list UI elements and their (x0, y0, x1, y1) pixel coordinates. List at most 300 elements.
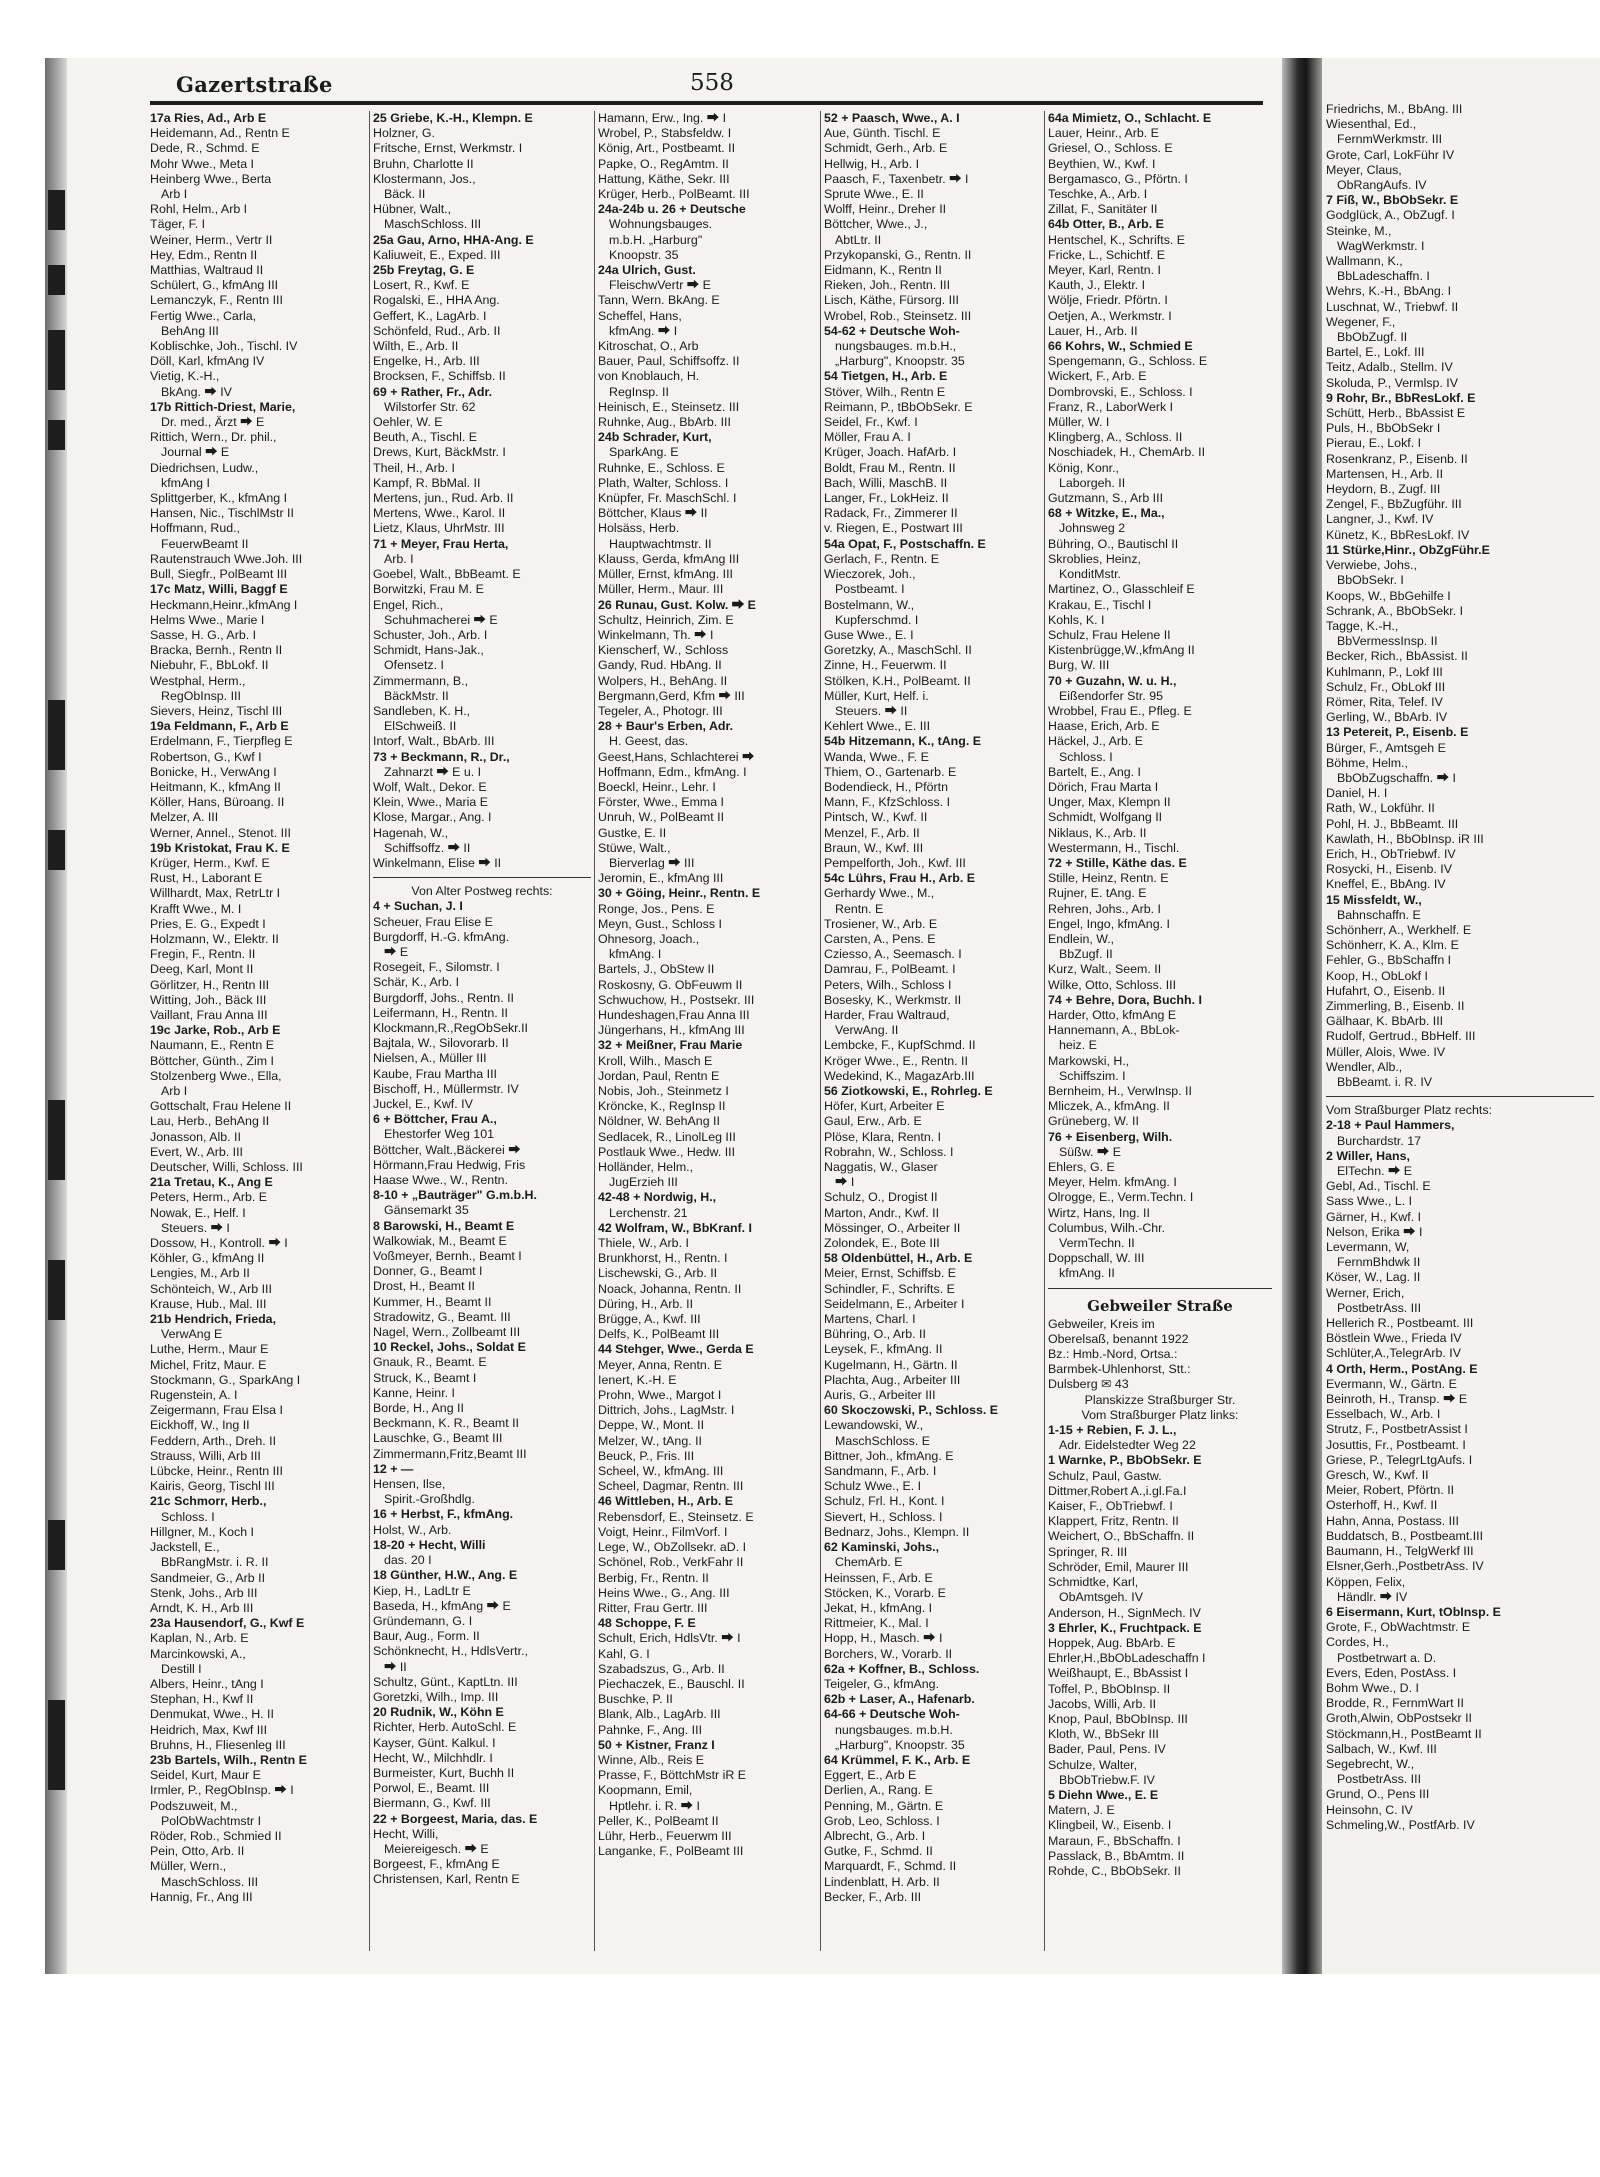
directory-entry: Knüpfer, Fr. MaschSchl. I (598, 491, 737, 506)
directory-entry: Krause, Hub., Mal. III (150, 1296, 267, 1311)
directory-entry: Winkelmann, Elise ⮕ II (373, 855, 502, 870)
directory-entry: Müller, Alois, Wwe. IV (1326, 1044, 1446, 1059)
directory-entry-continuation: kfmAng. II (1059, 1266, 1115, 1281)
directory-entry: Mössinger, O., Arbeiter II (824, 1220, 961, 1235)
directory-entry: Klingbeil, W., Eisenb. I (1048, 1818, 1172, 1833)
directory-entry: Gottschalt, Frau Helene II (150, 1099, 292, 1114)
directory-entry: Häckel, J., Arb. E (1048, 734, 1144, 749)
section-note: Planskizze Straßburger Str. (1084, 1392, 1236, 1407)
directory-entry: Schlüter,A.,TelegrArb. IV (1326, 1346, 1461, 1361)
directory-entry: Delfs, K., PolBeamt III (598, 1327, 720, 1342)
directory-entry: Geffert, K., LagArb. I (373, 308, 487, 323)
directory-entry: Langanke, F., PolBeamt III (598, 1844, 744, 1859)
house-number-entry: 54c Lührs, Frau H., Arb. E (824, 871, 976, 886)
house-number-entry: 18-20 + Hecht, Willi (373, 1537, 486, 1552)
directory-entry-continuation: Wilstorfer Str. 62 (384, 399, 476, 414)
directory-entry: Prasse, F., BöttchMstr iR E (598, 1768, 747, 1783)
directory-entry: Bartels, J., ObStew II (598, 962, 715, 977)
directory-entry: Schulz, Paul, Gastw. (1048, 1468, 1162, 1483)
directory-entry: Hufahrt, O., Eisenb. II (1326, 983, 1446, 998)
directory-entry: Evert, W., Arb. III (150, 1144, 243, 1159)
directory-entry-continuation: VerwAng. II (835, 1023, 899, 1038)
directory-entry: Losert, R., Kwf. E (373, 278, 470, 293)
directory-entry: Kummer, H., Beamt II (373, 1294, 492, 1309)
directory-entry-continuation: Süßw. ⮕ E (1059, 1144, 1121, 1159)
directory-entry: Wirtz, Hans, Ing. II (1048, 1205, 1150, 1220)
house-number-entry: 25b Freytag, G. E (373, 263, 475, 278)
directory-entry: Ritter, Frau Gertr. III (598, 1600, 708, 1615)
directory-entry: Steinke, M., (1326, 223, 1392, 238)
directory-entry-continuation: BbRangMstr. i. R. II (161, 1555, 269, 1570)
binding-mark (48, 1260, 65, 1320)
directory-entry-continuation: MaschSchloss. III (161, 1874, 259, 1889)
page-number: 558 (690, 70, 734, 96)
directory-entry: Hillgner, M., Koch I (150, 1524, 254, 1539)
directory-entry: Rust, H., Laborant E (150, 871, 263, 886)
directory-entry: Tegeler, A., Photogr. III (598, 703, 723, 718)
directory-entry: Bader, Paul, Pens. IV (1048, 1742, 1166, 1757)
directory-entry: Buschke, P. II (598, 1692, 673, 1707)
binding-mark (48, 830, 65, 870)
directory-entry-continuation: PostbetrAss. III (1337, 1772, 1422, 1787)
house-number-entry: 9 Rohr, Br., BbResLokf. E (1326, 390, 1476, 405)
directory-entry: Schulz, O., Drogist II (824, 1190, 938, 1205)
directory-entry: Groth,Alwin, ObPostsekr II (1326, 1711, 1472, 1726)
house-number-entry: 70 + Guzahn, W. u. H., (1048, 673, 1177, 688)
directory-entry: Röder, Rob., Schmied II (150, 1828, 282, 1843)
directory-entry: Seidel, Kurt, Maur E (150, 1768, 261, 1783)
directory-entry: Rautenstrauch Wwe.Joh. III (150, 551, 303, 566)
directory-entry: Noschiadek, H., ChemArb. II (1048, 445, 1206, 460)
house-number-entry: 17c Matz, Willi, Baggf E (150, 582, 288, 597)
directory-entry-continuation: SparkAng. E (609, 445, 679, 460)
directory-entry-continuation: ChemArb. E (835, 1555, 903, 1570)
directory-entry: Matern, J. E (1048, 1803, 1115, 1818)
directory-entry: Schröder, Emil, Maurer III (1048, 1559, 1189, 1574)
directory-entry: Dossow, H., Kontroll. ⮕ I (150, 1236, 288, 1251)
house-number-entry: 6 Eisermann, Kurt, tObInsp. E (1326, 1604, 1501, 1619)
directory-entry: Olrogge, E., Verm.Techn. I (1048, 1190, 1194, 1205)
directory-entry-continuation: Ehestorfer Weg 101 (384, 1127, 494, 1142)
directory-entry: Bz.: Hmb.-Nord, Ortsa.: (1048, 1347, 1178, 1362)
directory-entry-continuation: ObRangAufs. IV (1337, 178, 1427, 193)
house-number-entry: 74 + Behre, Dora, Buchh. I (1048, 992, 1202, 1007)
directory-entry: Columbus, Wilh.-Chr. (1048, 1220, 1166, 1235)
directory-entry: Grob, Leo, Schloss. I (824, 1813, 940, 1828)
directory-entry: Wiesenthal, Ed., (1326, 117, 1417, 132)
column-divider (820, 111, 821, 1951)
directory-entry: Schmeling,W., PostfArb. IV (1326, 1817, 1475, 1832)
directory-entry: Eggert, E., Arb E (824, 1768, 917, 1783)
directory-entry-continuation: „Harburg", Knoopstr. 35 (835, 1737, 965, 1752)
directory-entry: Borchers, W., Vorarb. II (824, 1646, 953, 1661)
directory-entry-continuation: FernmWerkmstr. III (1337, 132, 1443, 147)
directory-entry: Osterhoff, H., Kwf. II (1326, 1498, 1438, 1513)
directory-entry: Guse Wwe., E. I (824, 627, 914, 642)
binding-mark (48, 265, 65, 295)
directory-entry: Christensen, Karl, Rentn E (373, 1872, 520, 1887)
directory-entry: Mann, F., KfzSchloss. I (824, 795, 951, 810)
directory-entry: Vaillant, Frau Anna III (150, 1007, 268, 1022)
directory-entry: Westermann, H., Tischl. (1048, 840, 1180, 855)
directory-entry-continuation: BbObZugf. II (1337, 330, 1408, 345)
directory-entry: Wilke, Otto, Schloss. III (1048, 977, 1177, 992)
directory-entry: Bodendieck, H., Pförtn (824, 779, 948, 794)
directory-entry: Rittich, Wern., Dr. phil., (150, 430, 277, 445)
house-number-entry: 6 + Böttcher, Frau A., (373, 1112, 497, 1127)
directory-entry: Plath, Walter, Schloss. I (598, 475, 729, 490)
directory-entry: Heckmann,Heinr.,kfmAng I (150, 597, 298, 612)
house-number-entry: 72 + Stille, Käthe das. E (1048, 855, 1187, 870)
directory-entry: Stenk, Johs., Arb III (150, 1585, 258, 1600)
directory-entry: Schrank, A., BbObSekr. I (1326, 603, 1464, 618)
house-number-entry: 8 Barowski, H., Beamt E (373, 1218, 515, 1233)
directory-entry-continuation: Eißendorfer Str. 95 (1059, 688, 1163, 703)
directory-entry: Kauth, J., Elektr. I (1048, 278, 1146, 293)
directory-entry-continuation: MaschSchloss. III (384, 217, 482, 232)
directory-entry: Bostelmann, W., (824, 597, 915, 612)
directory-entry: Robertson, G., Kwf I (150, 749, 262, 764)
directory-entry: Dombrovski, E., Schloss. I (1048, 384, 1193, 399)
directory-entry: Erich, H., ObTriebwf. IV (1326, 846, 1456, 861)
directory-entry: Bosesky, K., Werkmstr. II (824, 992, 962, 1007)
house-number-entry: 56 Ziotkowski, E., Rohrleg. E (824, 1084, 993, 1098)
directory-entry: Matthias, Waltraud II (150, 263, 264, 278)
directory-entry: Strauss, Willi, Arb III (150, 1448, 261, 1463)
directory-entry: Dulsberg ✉ 43 (1048, 1377, 1129, 1392)
directory-entry: Rosenkranz, P., Eisenb. II (1326, 451, 1468, 466)
directory-entry: Rosegeit, F., Silomstr. I (373, 960, 500, 975)
directory-entry: Springer, R. III (1048, 1544, 1128, 1559)
directory-entry: Gründemann, G. I (373, 1613, 473, 1628)
directory-entry: Pries, E. G., Expedt I (150, 916, 266, 931)
directory-entry: Bittner, Joh., kfmAng. E (824, 1448, 954, 1463)
directory-entry-continuation: BbVermessInsp. II (1337, 634, 1438, 649)
directory-entry: Michel, Fritz, Maur. E (150, 1357, 267, 1372)
directory-entry: Haase, Erich, Arb. E (1048, 719, 1160, 734)
directory-entry: Hoffmann, Rud., (150, 521, 240, 536)
directory-entry-continuation: RegObInsp. III (161, 688, 241, 703)
section-title: Gebweiler Straße (1087, 1296, 1233, 1315)
directory-entry: Harder, Frau Waltraud, (824, 1007, 950, 1022)
directory-entry-continuation: Hptlehr. i. R. ⮕ I (609, 1798, 700, 1813)
directory-entry: Stolzenberg Wwe., Ella, (150, 1068, 282, 1083)
directory-entry: Köppen, Felix, (1326, 1574, 1406, 1589)
directory-entry: Rebensdorf, E., Steinsetz. E (598, 1509, 754, 1524)
directory-entry-continuation: nungsbauges. m.b.H. (835, 1722, 953, 1737)
house-number-entry: 5 Diehn Wwe., E. E (1048, 1787, 1159, 1802)
directory-entry: Goretzki, Wilh., Imp. III (373, 1689, 499, 1704)
directory-entry: Boeckl, Heinr., Lehr. I (598, 779, 716, 794)
directory-entry-continuation: BäckMstr. II (384, 688, 449, 703)
directory-entry: Irmler, P., RegObInsp. ⮕ I (150, 1783, 294, 1798)
house-number-entry: 2 Willer, Hans, (1326, 1148, 1410, 1163)
directory-entry: Sievert, H., Schloss. I (824, 1509, 943, 1524)
directory-entry: Westphal, Herm., (150, 673, 246, 688)
directory-entry: Mertens, Wwe., Karol. II (373, 506, 506, 521)
directory-entry: Hopp, H., Masch. ⮕ I (824, 1631, 943, 1646)
directory-entry: Bednarz, Johs., Klempn. II (824, 1524, 970, 1539)
directory-entry: Lühr, Herb., Feuerwm III (598, 1828, 732, 1843)
directory-entry-continuation: Laborgeh. II (1059, 475, 1126, 490)
directory-entry-continuation: RegInsp. II (609, 384, 669, 399)
directory-entry-continuation: kfmAng. ⮕ I (609, 323, 678, 338)
directory-entry-continuation: BbObSekr. I (1337, 573, 1404, 588)
house-number-entry: 71 + Meyer, Frau Herta, (373, 536, 509, 551)
directory-entry: Beckmann, K. R., Beamt II (373, 1416, 519, 1431)
directory-entry: Sandleben, K. H., (373, 703, 471, 718)
house-number-entry: 28 + Baur's Erben, Adr. (598, 719, 734, 734)
directory-entry: Grund, O., Pens III (1326, 1787, 1430, 1802)
directory-entry: Sandmeier, G., Arb II (150, 1570, 266, 1585)
directory-entry: Schönknecht, H., HdlsVertr., (373, 1644, 528, 1659)
directory-entry: Kampf, R. BbMal. II (373, 475, 481, 490)
directory-entry-continuation: Händlr. ⮕ IV (1337, 1589, 1408, 1604)
directory-entry: Marton, Andr., Kwf. II (824, 1205, 940, 1220)
directory-column-3 (598, 111, 817, 1859)
house-number-entry: 44 Stehger, Wwe., Gerda E (598, 1342, 754, 1357)
directory-entry: Schmidtke, Karl, (1048, 1575, 1139, 1590)
house-number-entry: 2-18 + Paul Hammers, (1326, 1118, 1455, 1133)
directory-entry-continuation: KonditMstr. (1059, 567, 1121, 582)
directory-entry-continuation: das. 20 I (384, 1553, 432, 1568)
directory-entry: Rieken, Joh., Rentn. III (824, 278, 951, 293)
directory-entry: Scheel, W., kfmAng. III (598, 1464, 724, 1479)
directory-entry: Nelson, Erika ⮕ I (1326, 1224, 1423, 1239)
directory-entry: Werner, Erich, (1326, 1285, 1405, 1300)
directory-entry: Vom Straßburger Platz rechts: (1326, 1103, 1492, 1118)
directory-entry: Unger, Max, Klempn II (1048, 795, 1171, 810)
directory-entry: Borgeest, F., kfmAng E (373, 1857, 500, 1872)
directory-entry: Rohl, Helm., Arb I (150, 202, 248, 217)
directory-entry: Rugenstein, A. I (150, 1388, 238, 1403)
directory-entry: Gustke, E. II (598, 825, 667, 840)
directory-entry-continuation: nungsbauges. m.b.H., (835, 339, 957, 354)
directory-entry: Gutzmann, S., Arb III (1048, 491, 1164, 506)
directory-entry: Gerling, W., BbArb. IV (1326, 710, 1448, 725)
directory-entry: Puls, H., BbObSekr I (1326, 421, 1441, 436)
house-number-entry: 54-62 + Deutsche Woh- (824, 323, 960, 338)
directory-entry: Bracka, Bernh., Rentn II (150, 643, 283, 658)
directory-entry: Voßmeyer, Bernh., Beamt I (373, 1249, 522, 1264)
directory-entry: Hundeshagen,Frau Anna III (598, 1007, 750, 1022)
directory-entry: Sievers, Heinz, Tischl III (150, 703, 283, 718)
directory-entry: Heins Wwe., G., Ang. III (598, 1585, 730, 1600)
directory-entry: Piechaczek, E., Bauschl. II (598, 1676, 745, 1691)
directory-entry: Baumann, H., TelgWerkf III (1326, 1544, 1474, 1559)
directory-entry: Buddatsch, B., Postbeamt.III (1326, 1528, 1484, 1543)
house-number-entry: 17a Ries, Ad., Arb E (150, 111, 267, 125)
directory-column-1 (150, 111, 366, 1905)
directory-entry-continuation: ElTechn. ⮕ E (1337, 1164, 1413, 1179)
directory-entry: Böstlein Wwe., Frieda IV (1326, 1331, 1462, 1346)
directory-entry: Döll, Karl, kfmAng IV (150, 354, 265, 369)
directory-entry: Kroll, Wilh., Masch E (598, 1053, 713, 1068)
directory-entry: Niklaus, K., Arb. II (1048, 825, 1147, 840)
directory-entry: Baur, Aug., Form. II (373, 1629, 480, 1644)
directory-entry: Klose, Margar., Ang. I (373, 810, 492, 825)
binding-mark (48, 190, 65, 230)
directory-entry: Drews, Kurt, BäckMstr. I (373, 445, 506, 460)
directory-entry: Teigeler, G., kfmAng. (824, 1676, 940, 1691)
directory-entry: Thiem, O., Gartenarb. E (824, 764, 957, 779)
directory-entry: Dede, R., Schmd. E (150, 141, 260, 156)
directory-entry: Strutz, F., PostbetrAssist I (1326, 1422, 1468, 1437)
directory-entry: Lindenblatt, H. Arb. II (824, 1874, 940, 1889)
directory-entry: Eidmann, K., Rentn II (824, 263, 942, 278)
directory-entry: Gnauk, R., Beamt. E (373, 1355, 487, 1370)
directory-entry: Damrau, F., PolBeamt. I (824, 962, 956, 977)
directory-entry: Bohm Wwe., D. I (1326, 1680, 1419, 1695)
directory-entry: Wendler, Alb., (1326, 1059, 1403, 1074)
directory-entry: Griese, P., TelegrLtgAufs. I (1326, 1452, 1473, 1467)
directory-entry: Ehrler,H.,BbObLadeschaffn I (1048, 1651, 1206, 1666)
directory-entry: Pohl, H. J., BbBeamt. III (1326, 816, 1459, 831)
house-number-entry: 46 Wittleben, H., Arb. E (598, 1494, 734, 1509)
directory-entry: Koop, H., ObLokf I (1326, 968, 1428, 983)
directory-entry: Schönel, Rob., VerkFahr II (598, 1555, 744, 1570)
directory-entry-continuation: PolObWachtmstr I (161, 1813, 262, 1828)
house-number-entry: 21c Schmorr, Herb., (150, 1494, 267, 1509)
directory-entry: Mliczek, A., kfmAng. II (1048, 1099, 1170, 1114)
directory-entry: Holländer, Helm., (598, 1160, 694, 1175)
directory-entry: Jacobs, Willi, Arb. II (1048, 1696, 1157, 1711)
house-number-entry: 54a Opat, F., Postschaffn. E (824, 536, 986, 551)
directory-entry: Hey, Edm., Rentn II (150, 247, 258, 262)
directory-entry: Podszuweit, M., (150, 1798, 238, 1813)
directory-entry-continuation: Zahnarzt ⮕ E u. I (384, 764, 482, 779)
house-number-entry: 19b Kristokat, Frau K. E (150, 840, 290, 855)
directory-entry: Klostermann, Jos., (373, 171, 476, 186)
binding-mark (48, 420, 65, 450)
directory-entry: Hansen, Nic., TischlMstr II (150, 506, 294, 521)
directory-entry: Vietig, K.-H., (150, 369, 220, 384)
directory-entry-continuation: Burchardstr. 17 (1337, 1133, 1422, 1148)
directory-entry: Bergmann,Gerd, Kfm ⮕ III (598, 688, 745, 703)
directory-entry: Segebrecht, W., (1326, 1756, 1415, 1771)
directory-entry: Schultz, Günt., KaptLtn. III (373, 1674, 518, 1689)
directory-entry: Melzer, W., tAng. II (598, 1433, 702, 1448)
column-divider (369, 111, 370, 1951)
directory-entry: Nagel, Wern., Zollbeamt III (373, 1325, 521, 1340)
directory-entry: Schulze, Walter, (1048, 1757, 1138, 1772)
directory-entry: Verwiebe, Johs., (1326, 558, 1417, 573)
directory-entry: Wieczorek, Joh., (824, 567, 916, 582)
house-number-entry: 73 + Beckmann, R., Dr., (373, 749, 510, 764)
directory-entry: Diedrichsen, Ludw., (150, 460, 259, 475)
directory-entry-continuation: Meiereigesch. ⮕ E (384, 1841, 489, 1856)
directory-entry: Witting, Joh., Bäck III (150, 992, 267, 1007)
directory-entry-continuation: kfmAng. I (609, 947, 662, 962)
directory-entry: Klein, Wwe., Maria E (373, 795, 488, 810)
directory-entry: Wickert, F., Arb. E (1048, 369, 1147, 384)
directory-entry: Leysek, F., kfmAng. II (824, 1342, 943, 1357)
directory-entry-continuation: VermTechn. II (1059, 1236, 1135, 1251)
directory-entry: Postlauk Wwe., Hedw. III (598, 1144, 736, 1159)
directory-entry: Prohn, Wwe., Margot I (598, 1388, 722, 1403)
directory-entry: Hörmann,Frau Hedwig, Fris (373, 1157, 526, 1172)
directory-entry: Kistenbrügge,W.,kfmAng II (1048, 643, 1195, 658)
directory-entry: Marquardt, F., Schmd. II (824, 1859, 957, 1874)
directory-entry: Albrecht, G., Arb. I (824, 1828, 926, 1843)
section-rule (373, 877, 591, 878)
directory-entry-continuation: BehAng III (161, 323, 219, 338)
directory-entry-continuation: Schloss. I (161, 1509, 215, 1524)
column-divider (1044, 111, 1045, 1951)
directory-entry: Jeromin, E., kfmAng III (598, 871, 724, 886)
directory-entry: Evers, Eden, PostAss. I (1326, 1665, 1457, 1680)
street-title: Gazertstraße (176, 72, 333, 97)
house-number-entry: 25a Gau, Arno, HHA-Ang. E (373, 232, 534, 247)
directory-entry: Helms Wwe., Marie I (150, 612, 265, 627)
section-rule (1048, 1288, 1272, 1289)
directory-entry: Bull, Siegfr., PolBeamt III (150, 567, 288, 582)
directory-entry: Zimmerling, B., Eisenb. II (1326, 998, 1465, 1013)
directory-entry: Wolpers, H., BehAng. II (598, 673, 728, 688)
directory-entry: Kayser, Günt. Kalkul. I (373, 1735, 496, 1750)
directory-entry: Ruhnke, E., Schloss. E (598, 460, 725, 475)
directory-entry: Zolondek, E., Bote III (824, 1236, 940, 1251)
directory-column-2 (373, 111, 591, 1888)
directory-entry: Heinssen, F., Arb. E (824, 1570, 933, 1585)
directory-entry: Niebuhr, F., BbLokf. II (150, 658, 269, 673)
directory-entry: Jekat, H., kfmAng. I (824, 1600, 933, 1615)
directory-entry: Spengemann, G., Schloss. E (1048, 354, 1208, 369)
directory-entry: Borde, H., Ang II (373, 1401, 464, 1416)
directory-entry: Krüger, Herm., Kwf. E (150, 855, 270, 870)
directory-entry-continuation: H. Geest, das. (609, 734, 689, 749)
house-number-entry: 13 Petereit, P., Eisenb. E (1326, 725, 1469, 740)
directory-entry: Daniel, H. I (1326, 786, 1388, 801)
adjacent-page (1322, 58, 1600, 1974)
directory-entry: Reimann, P., tBbObSekr. E (824, 399, 973, 414)
directory-entry: Kiep, H., LadLtr E (373, 1583, 471, 1598)
directory-entry: Hagenah, W., (373, 825, 449, 840)
directory-entry: Scheffel, Hans, (598, 308, 682, 323)
directory-entry: Gerlach, F., Rentn. E (824, 551, 940, 566)
directory-entry: Brodde, R., FernmWart II (1326, 1696, 1464, 1711)
directory-column-4 (824, 111, 1041, 1905)
directory-entry: Holsäss, Herb. (598, 521, 680, 536)
section-heading: Vom Straßburger Platz links: (1081, 1407, 1239, 1422)
directory-entry: Klappert, Fritz, Rentn. II (1048, 1514, 1179, 1529)
directory-entry: Aue, Günth. Tischl. E (824, 126, 941, 141)
directory-entry: Deppe, W., Mont. II (598, 1418, 705, 1433)
directory-entry: Ehlers, G. E (1048, 1160, 1115, 1175)
directory-entry: Böttcher, Klaus ⮕ II (598, 506, 708, 521)
house-number-entry: 21a Tretau, K., Ang E (150, 1175, 273, 1190)
directory-entry: Hensen, Ilse, (373, 1477, 446, 1492)
directory-entry: Jonasson, Alb. II (150, 1129, 241, 1144)
book-gutter (1282, 58, 1322, 1974)
directory-entry: Godglück, A., ObZugf. I (1326, 208, 1455, 223)
directory-entry: Porwol, E., Beamt. III (373, 1781, 490, 1796)
directory-entry: Beuth, A., Tischl. E (373, 430, 477, 445)
directory-entry: Juckel, E., Kwf. IV (373, 1097, 473, 1111)
directory-entry: Willhardt, Max, RetrLtr I (150, 886, 281, 901)
directory-entry: Franz, R., LaborWerk I (1048, 399, 1174, 414)
binding-mark (48, 700, 65, 770)
directory-entry: von Knoblauch, H. (598, 369, 700, 384)
house-number-entry: 11 Stürke,Hinr., ObZgFühr.E (1326, 542, 1490, 557)
directory-entry: Kloth, W., BbSekr III (1048, 1727, 1159, 1742)
directory-entry: Tagge, K.-H., (1326, 618, 1399, 633)
directory-entry: Grote, F., ObWachtmstr. E (1326, 1620, 1471, 1635)
directory-entry: Engelke, H., Arb. III (373, 354, 480, 369)
directory-entry-continuation: Dr. med., Ärzt ⮕ E (161, 415, 265, 430)
header-rule (150, 101, 1263, 105)
directory-entry: Schönherr, K. A., Klm. E (1326, 938, 1459, 953)
